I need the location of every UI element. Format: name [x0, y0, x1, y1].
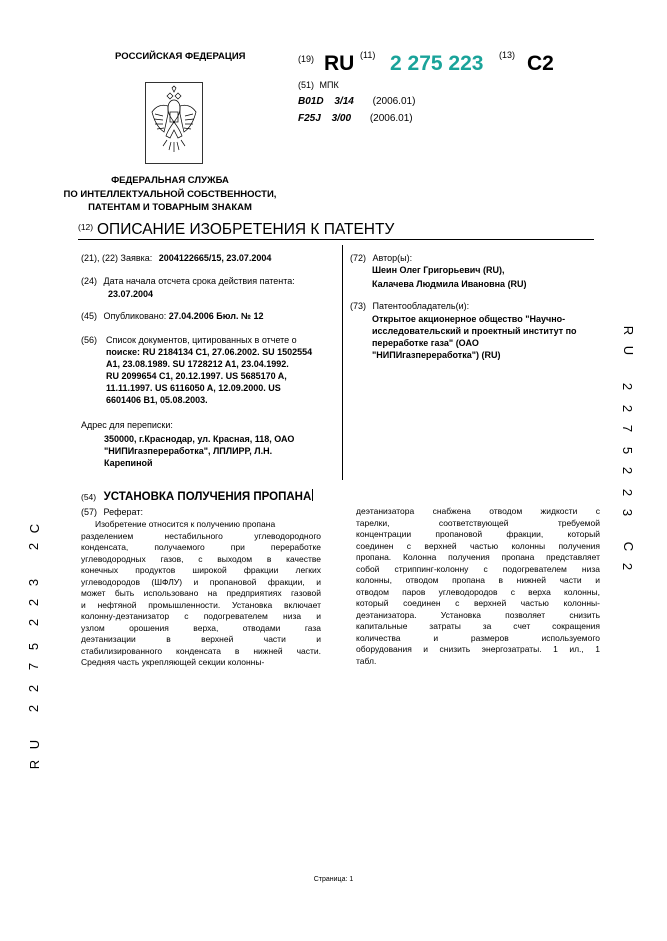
title-rule — [78, 239, 594, 240]
abstract-label: Реферат: — [103, 507, 143, 517]
code-73: (73) — [350, 301, 367, 311]
abstract-line: количества и размеров используемого — [356, 632, 600, 643]
abstract-right-column — [356, 506, 600, 667]
authors-label: Автор(ы): — [372, 253, 413, 263]
term-value: 23.07.2004 — [108, 289, 154, 299]
owner-line: исследовательский и проектный институт по — [372, 326, 577, 336]
side-char: 2 — [620, 466, 636, 475]
column-divider — [342, 245, 343, 480]
code-51: (51) — [298, 80, 315, 90]
abstract-line: углеводородных газов, с выходом в качестве — [81, 553, 321, 564]
patent-office-line: ФЕДЕРАЛЬНАЯ СЛУЖБА — [111, 175, 229, 186]
abstract-line: концентрации пропановой фракции, который — [356, 529, 600, 539]
code-45: (45) — [81, 311, 98, 321]
code-19: (19) — [298, 54, 315, 64]
cited-line: RU 2099654 C1, 20.12.1997. US 5685170 A, — [106, 371, 287, 381]
code-72: (72) — [350, 253, 367, 263]
side-char: 2 — [26, 542, 42, 551]
patent-owner — [372, 313, 602, 361]
ipc-row — [298, 96, 415, 107]
abstract-line: отводом паров углеводородов с верха колонны, — [356, 586, 600, 597]
address-line: 350000, г.Краснодар, ул. Красная, 118, ОАО — [104, 434, 295, 444]
side-char: U — [621, 345, 637, 356]
text-cursor — [312, 489, 313, 501]
application — [81, 252, 271, 264]
abstract-line: деэтанизатора снабжена отводом жидкости с — [356, 506, 600, 516]
owner-label: Патентообладатель(и): — [372, 301, 470, 311]
side-char: C — [27, 523, 43, 534]
abstract-line: пропана. Колонна получения пропана представляет — [356, 552, 600, 562]
patent-office — [0, 174, 340, 215]
side-char: 2 — [620, 488, 636, 497]
term-start — [81, 275, 295, 287]
kind-code: C2 — [527, 52, 554, 75]
state-emblem — [145, 82, 203, 164]
ipc-row — [298, 113, 413, 124]
patent-office-line: ПО ИНТЕЛЛЕКТУАЛЬНОЙ СОБСТВЕННОСТИ, — [63, 188, 277, 200]
term-label: Дата начала отсчета срока действия патента: — [103, 276, 295, 286]
abstract-line: соединен с верхней частью колонны получения — [356, 540, 600, 551]
code-57: (57) — [81, 507, 98, 517]
ipc-heading — [298, 80, 339, 90]
abstract-line: может быть использовано на предприятиях газовой — [81, 588, 321, 598]
ipc-class: B01D — [298, 96, 324, 107]
side-char: 2 — [26, 684, 42, 693]
authors-heading — [350, 252, 412, 264]
address-label: Адрес для переписки: — [81, 420, 173, 430]
code-11: (11) — [360, 50, 376, 60]
side-char: 7 — [620, 424, 636, 433]
side-char: 3 — [26, 578, 42, 587]
cited-line: 11.11.1997. US 6116050 A, 12.09.2000. US — [106, 383, 281, 393]
side-char: R — [27, 759, 43, 770]
address-line: "НИПИгазпереработка", ЛПЛИРР, Л.Н. — [104, 446, 273, 456]
abstract-line: и нефтяной промышленности. Установка включает — [81, 599, 321, 610]
cited-line: A1, 23.08.1989. SU 1728212 A1, 23.04.1992. — [106, 359, 289, 369]
side-char: 2 — [26, 618, 42, 627]
abstract-line: Изобретение относится к получению пропана — [95, 519, 276, 529]
cited-line: 6601406 B1, 05.08.2003. — [106, 395, 208, 405]
ipc-label: МПК — [319, 80, 339, 90]
code-13: (13) — [499, 50, 516, 60]
cited-line: Список документов, цитированных в отчете о — [106, 335, 297, 345]
ipc-class: F25J — [298, 113, 321, 124]
side-char: 5 — [620, 446, 636, 455]
cited-line: поиске: RU 2184134 C1, 27.06.2002. SU 1502554 — [106, 347, 313, 357]
ipc-version: (2006.01) — [372, 96, 416, 107]
publication-value: 27.04.2006 Бюл. № 12 — [168, 311, 264, 321]
abstract-line: разделением нестабильного углеводородного — [81, 530, 321, 541]
owner-line: Открытое акционерное общество "Научно- — [372, 314, 566, 324]
address — [104, 433, 340, 469]
country-code: RU — [324, 52, 355, 75]
code-54: (54) — [81, 492, 97, 502]
abstract-line: который соединен с верхней частью колонны- — [356, 598, 600, 608]
patent-number: 2 275 223 — [390, 52, 484, 75]
abstract-line: деэтанизатора. Установка позволяет снизить — [356, 609, 600, 620]
abstract-line: деэтанизации в верхней части и — [81, 634, 321, 644]
author: Калачева Людмила Ивановна (RU) — [372, 279, 527, 289]
code-24: (24) — [81, 276, 98, 286]
ipc-version: (2006.01) — [369, 113, 413, 124]
side-char: 3 — [620, 508, 636, 517]
abstract-line: колонны, отводом пропана в нижней части и — [356, 575, 600, 585]
ipc-group: 3/14 — [334, 96, 354, 107]
invention-title-text: УСТАНОВКА ПОЛУЧЕНИЯ ПРОПАНА — [103, 491, 312, 503]
address-line: Карепиной — [104, 458, 153, 468]
abstract-heading — [81, 506, 143, 518]
abstract-line: конденсата, получаемого при переработке — [81, 542, 321, 552]
invention-title — [81, 487, 313, 505]
abstract-line: узлом орошения верха, отводами газа — [81, 622, 321, 633]
owner-heading — [350, 300, 469, 312]
code-56: (56) — [81, 335, 98, 345]
side-char: 2 — [620, 404, 636, 413]
abstract-line: колонну-деэтанизатор с подогревателем низа и — [81, 611, 321, 621]
side-char: U — [27, 739, 43, 750]
cited-documents — [106, 334, 342, 406]
ipc-group: 3/00 — [331, 113, 352, 124]
abstract-left-column — [81, 519, 321, 669]
publication — [81, 310, 264, 322]
side-char: 2 — [620, 382, 636, 391]
side-char: 2 — [26, 598, 42, 607]
side-char: 2 — [620, 562, 636, 571]
abstract-line: тарелки, соответствующей требуемой — [356, 517, 600, 528]
owner-line: "НИПИгазпереработка") (RU) — [372, 350, 501, 360]
owner-line: переработке газа" (ОАО — [372, 338, 479, 348]
side-char: 2 — [26, 704, 42, 713]
abstract-line: табл. — [356, 655, 377, 666]
country-name: РОССИЙСКАЯ ФЕДЕРАЦИЯ — [115, 51, 246, 62]
abstract-line: конечных продуктов широкой фракции легких — [81, 565, 321, 575]
code-21-22: (21), (22) — [81, 253, 119, 263]
patent-office-line: ПАТЕНТАМ И ТОВАРНЫМ ЗНАКАМ — [88, 202, 252, 213]
side-char: R — [621, 325, 637, 336]
code-12: (12) — [78, 222, 94, 232]
document-title: ОПИСАНИЕ ИЗОБРЕТЕНИЯ К ПАТЕНТУ — [97, 221, 395, 238]
publication-label: Опубликовано: — [103, 311, 167, 321]
abstract-line: собой стриппинг-колонну с подогревателем низа — [356, 563, 600, 574]
application-value: 2004122665/15, 23.07.2004 — [158, 253, 272, 263]
authors — [372, 264, 527, 290]
side-char: 5 — [26, 642, 42, 651]
side-char: C — [621, 541, 637, 552]
author: Шеин Олег Григорьевич (RU), — [372, 265, 505, 275]
abstract-line: Средняя часть укрепляющей секции колонны- — [81, 657, 265, 667]
abstract-line: оборудования и снизить энергозатраты. 1 ил., 1 — [356, 644, 600, 654]
abstract-line: стабилизированного конденсата в нижней части. — [81, 645, 321, 656]
application-label: Заявка: — [120, 253, 153, 263]
abstract-line: капитальные затраты за счет сокращения — [356, 621, 600, 631]
page-footer: Страница: 1 — [313, 876, 354, 883]
side-char: 7 — [26, 662, 42, 671]
abstract-line: углеводородов (ШФЛУ) и пропановой фракции, и — [81, 576, 321, 587]
